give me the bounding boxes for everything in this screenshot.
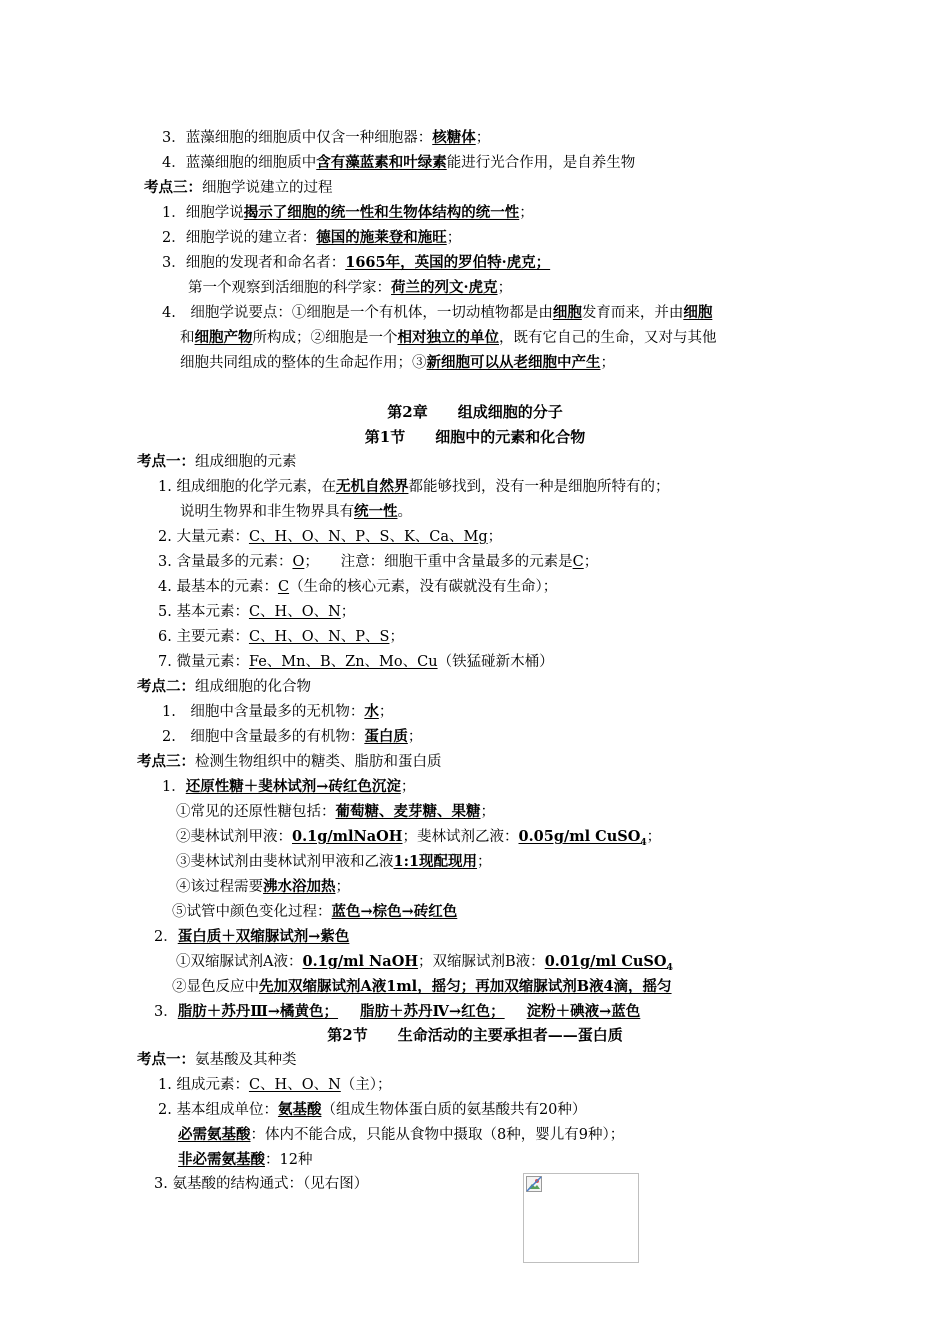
amino-item-1: 1. 组成元素：C、H、O、N（主）；: [158, 1077, 392, 1093]
element-item-1b: 说明生物界和非生物界具有统一性。: [180, 503, 412, 520]
compound-item-1: 1. 细胞中含量最多的无机物：水；: [162, 703, 394, 720]
section-heading-cell-theory: 考点三：细胞学说建立的过程: [144, 179, 333, 196]
broken-image-icon: [526, 1176, 542, 1192]
cell-theory-item-4: 4. 细胞学说要点：①细胞是一个有机体，一切动植物都是由细胞发育而来，并由细胞: [162, 304, 713, 321]
element-item-6: 6. 主要元素：C、H、O、N、P、S；: [158, 629, 404, 645]
element-item-5: 5. 基本元素：C、H、O、N；: [158, 604, 356, 620]
compound-item-2: 2. 细胞中含量最多的有机物：蛋白质；: [162, 728, 423, 745]
structure-figure: [523, 1173, 639, 1263]
section-2-title: 第2节 生命活动的主要承担者——蛋白质: [327, 1026, 623, 1044]
element-item-7: 7. 微量元素：Fe、Mn、B、Zn、Mo、Cu（铁猛碰新木桶）: [158, 654, 554, 670]
test-item-2b: ②显色反应中先加双缩脲试剂A液1ml，摇匀；再加双缩脲试剂B液4滴，摇匀: [172, 978, 672, 995]
chapter-title: 第2章 组成细胞的分子: [387, 403, 563, 421]
heading-amino-acids: 考点一：氨基酸及其种类: [137, 1051, 297, 1068]
amino-item-2c: 非必需氨基酸：12种: [178, 1151, 313, 1168]
test-item-1e: ⑤试管中颜色变化过程：蓝色→棕色→砖红色: [172, 903, 458, 920]
cell-theory-item-1: 1．细胞学说揭示了细胞的统一性和生物体结构的统一性；: [162, 204, 534, 221]
heading-elements: 考点一：组成细胞的元素: [137, 453, 297, 470]
amino-item-3: 3. 氨基酸的结构通式：（见右图）: [154, 1176, 369, 1192]
cell-theory-item-3: 3．细胞的发现者和命名者：1665年，英国的罗伯特·虎克；: [162, 254, 551, 271]
cell-theory-item-4-line3: 细胞共同组成的整体的生命起作用；③新细胞可以从老细胞中产生；: [180, 354, 615, 371]
element-item-2: 2. 大量元素：C、H、O、N、P、S、K、Ca、Mg；: [158, 529, 503, 545]
cell-theory-item-4-line2: 和细胞产物所构成；②细胞是一个相对独立的单位，既有它自己的生命，又对与其他: [180, 329, 717, 346]
amino-item-2b: 必需氨基酸：体内不能合成，只能从食物中摄取（8种，婴儿有9种）；: [178, 1126, 625, 1143]
test-item-1d: ④该过程需要沸水浴加热；: [176, 878, 350, 895]
cell-theory-item-3b: 第一个观察到活细胞的科学家：荷兰的列文·虎克；: [188, 279, 513, 296]
test-item-1a: ①常见的还原性糖包括：葡萄糖、麦芽糖、果糖；: [176, 803, 495, 820]
heading-compounds: 考点二：组成细胞的化合物: [137, 678, 311, 695]
item-4-photosynthesis: 4．蓝藻细胞的细胞质中含有藻蓝素和叶绿素能进行光合作用，是自养生物: [162, 154, 636, 171]
section-1-title: 第1节 细胞中的元素和化合物: [364, 428, 586, 446]
test-item-3: 3．脂肪＋苏丹Ⅲ→橘黄色； 脂肪＋苏丹Ⅳ→红色； 淀粉＋碘液→蓝色: [154, 1003, 641, 1020]
item-3-ribosome: 3．蓝藻细胞的细胞质中仅含一种细胞器：核糖体；: [162, 129, 491, 146]
element-item-1: 1. 组成细胞的化学元素，在无机自然界都能够找到，没有一种是细胞所特有的；: [158, 478, 670, 495]
test-item-1b: ②斐林试剂甲液：0.1g/mlNaOH；斐林试剂乙液：0.05g/ml CuSO$_4$；: [176, 828, 662, 848]
amino-item-2: 2. 基本组成单位：氨基酸（组成生物体蛋白质的氨基酸共有20种）: [158, 1101, 587, 1118]
cell-theory-item-2: 2．细胞学说的建立者：德国的施莱登和施旺；: [162, 229, 462, 246]
test-item-1: 1．还原性糖＋斐林试剂→砖红色沉淀；: [162, 778, 416, 795]
test-item-2: 2．蛋白质＋双缩脲试剂→紫色: [154, 928, 350, 945]
element-item-4: 4. 最基本的元素：C（生命的核心元素，没有碳就没有生命）；: [158, 579, 558, 595]
test-item-2a: ①双缩脲试剂A液：0.1g/ml NaOH；双缩脲试剂B液：0.01g/ml CuSO$_4$: [176, 953, 673, 973]
element-item-3: 3. 含量最多的元素：O； 注意：细胞干重中含量最多的元素是C；: [158, 554, 599, 570]
heading-detection: 考点三：检测生物组织中的糖类、脂肪和蛋白质: [137, 753, 442, 770]
test-item-1c: ③斐林试剂由斐林试剂甲液和乙液1:1现配现用；: [176, 853, 492, 870]
